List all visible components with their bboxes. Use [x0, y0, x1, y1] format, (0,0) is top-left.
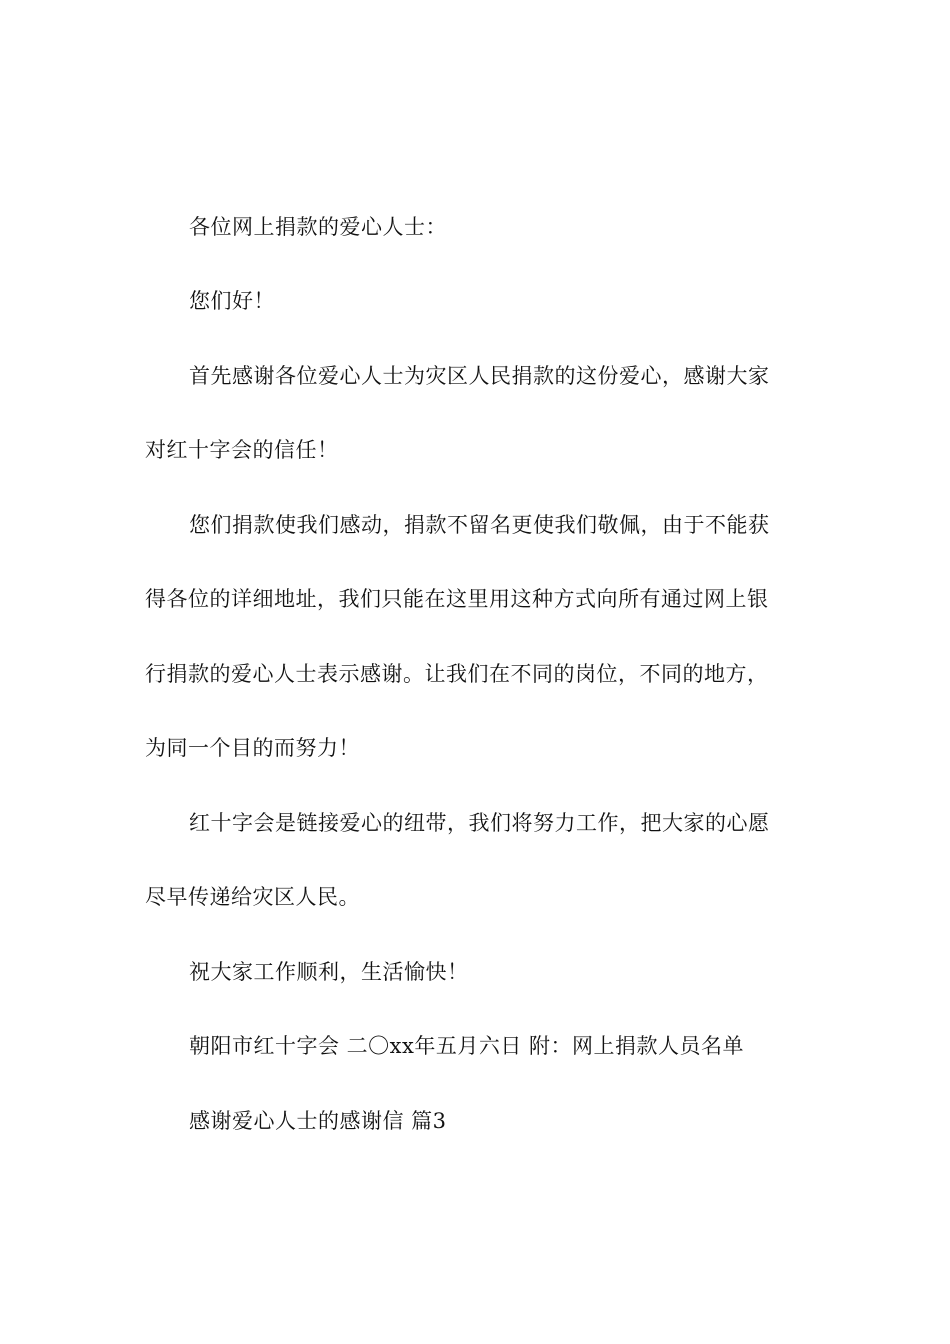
paragraph-2-line-2: 得各位的详细地址，我们只能在这里用这种方式向所有通过网上银	[145, 587, 769, 611]
next-section-heading: 感谢爱心人士的感谢信 篇3	[189, 1109, 447, 1133]
paragraph-3-line-1: 红十字会是链接爱心的纽带，我们将努力工作，把大家的心愿	[189, 811, 770, 835]
paragraph-2-line-3: 行捐款的爱心人士表示感谢。让我们在不同的岗位，不同的地方，	[145, 662, 769, 686]
signature-date-line: 朝阳市红十字会 二〇xx年五月六日 附：网上捐款人员名单	[189, 1034, 745, 1058]
paragraph-3-line-2: 尽早传递给灾区人民。	[145, 885, 360, 909]
paragraph-2-line-4: 为同一个目的而努力！	[145, 736, 360, 760]
paragraph-2-line-1: 您们捐款使我们感动，捐款不留名更使我们敬佩，由于不能获	[189, 513, 770, 537]
salutation: 各位网上捐款的爱心人士：	[189, 215, 447, 239]
closing-wish: 祝大家工作顺利，生活愉快！	[189, 960, 469, 984]
paragraph-1-line-2: 对红十字会的信任！	[145, 438, 339, 462]
greeting: 您们好！	[189, 289, 275, 313]
paragraph-1-line-1: 首先感谢各位爱心人士为灾区人民捐款的这份爱心，感谢大家	[189, 364, 770, 388]
